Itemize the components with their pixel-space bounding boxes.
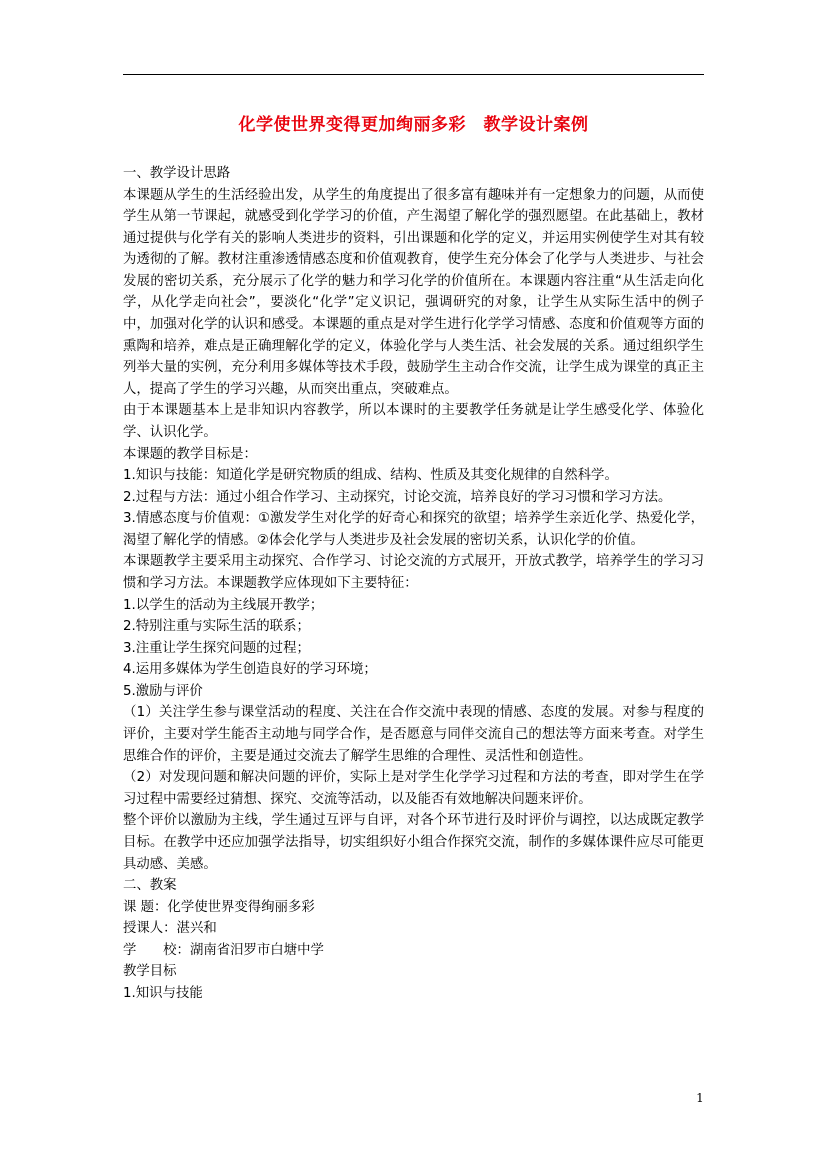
teaching-objectives-heading: 教学目标 <box>123 964 177 980</box>
paragraph-task: 由于本课题基本上是非知识内容教学，所以本课时的主要教学任务就是让学生感受化学、体验化学、认识化学。 <box>123 403 704 440</box>
feature-item-2: 2.特别注重与实际生活的联系； <box>123 619 310 635</box>
lesson-school: 学 校：湖南省汨罗市白塘中学 <box>123 942 324 958</box>
lesson-teacher: 授课人：湛兴和 <box>123 921 217 937</box>
goal-item-2: 2.过程与方法：通过小组合作学习、主动探究，讨论交流，培养良好的学习习惯和学习方法。 <box>123 489 672 505</box>
evaluation-item-2: （2）对发现问题和解决问题的评价，实际上是对学生化学学习过程和方法的考查，即对学生在学习过程中需要经过猜想、探究、交流等活动，以及能否有效地解决问题来评价。 <box>123 770 704 807</box>
paragraph-goals-intro: 本课题的教学目标是： <box>123 446 257 462</box>
objective-knowledge-skills: 1.知识与技能 <box>123 985 203 1001</box>
section-heading-lesson-plan: 二、教案 <box>123 878 177 894</box>
paragraph-intro: 本课题从学生的生活经验出发，从学生的角度提出了很多富有趣味并有一定想象力的问题，从而使学生从第一节课起，就感受到化学学习的价值，产生渴望了解化学的强烈愿望。在此基础上，教材通过提供与化学有关的影响人类进步的资料，引出课题和化学的定义，并运用实例使学生对其有较为透彻的了解。教材注重渗透情感态度和价值观教育，使学生充分体会了化学与人类进步、与社会发展的密切关系，充分展示了化学的魅力和学习化学的价值所在。本课题内容注重“从生活走向化学，从化学走向社会”，要淡化“化学”定义识记，强调研究的对象，让学生从实际生活中的例子中，加强对化学的认识和感受。本课题的重点是对学生进行化学学习情感、态度和价值观等方面的熏陶和培养，难点是正确理解化学的定义，体验化学与人类生活、社会发展的关系。通过组织学生列举大量的实例，充分利用多媒体等技术手段，鼓励学生主动合作交流，让学生成为课堂的真正主人，提高了学生的学习兴趣，从而突出重点，突破难点。 <box>123 187 704 397</box>
feature-item-4: 4.运用多媒体为学生创造良好的学习环境； <box>123 662 377 678</box>
lesson-topic: 课 题：化学使世界变得绚丽多彩 <box>123 899 315 915</box>
feature-item-5: 5.激励与评价 <box>123 683 203 699</box>
feature-item-3: 3.注重让学生探究问题的过程； <box>123 640 310 656</box>
page-number: 1 <box>696 1091 704 1105</box>
document-body <box>123 163 704 1005</box>
paragraph-features-intro: 本课题教学主要采用主动探究、合作学习、讨论交流的方式展开，开放式教学，培养学生的学习习惯和学习方法。本课题教学应体现如下主要特征： <box>123 554 704 591</box>
paragraph-evaluation-summary: 整个评价以激励为主线，学生通过互评与自评，对各个环节进行及时评价与调控，以达成既定教学目标。在教学中还应加强学法指导，切实组织好小组合作探究交流，制作的多媒体课件应尽可能更具动感、美感。 <box>123 813 704 872</box>
goal-item-3: 3.情感态度与价值观：①激发学生对化学的好奇心和探究的欲望；培养学生亲近化学、热爱化学，渴望了解化学的情感。②体会化学与人类进步及社会发展的密切关系，认识化学的价值。 <box>123 511 704 548</box>
goal-item-1: 1.知识与技能：知道化学是研究物质的组成、结构、性质及其变化规律的自然科学。 <box>123 468 618 484</box>
section-heading-design: 一、教学设计思路 <box>123 166 231 181</box>
document-title: 化学使世界变得更加绚丽多彩 教学设计案例 <box>238 115 589 135</box>
header-rule <box>123 74 704 75</box>
feature-item-1: 1.以学生的活动为主线展开教学； <box>123 597 324 613</box>
evaluation-item-1: （1）关注学生参与课堂活动的程度、关注在合作交流中表现的情感、态度的发展。对参与程度的评价，主要对学生能否主动地与同学合作，是否愿意与同伴交流自己的想法等方面来考查。对学生思维合作的评价，主要是通过交流去了解学生思维的合理性、灵活性和创造性。 <box>123 705 704 764</box>
